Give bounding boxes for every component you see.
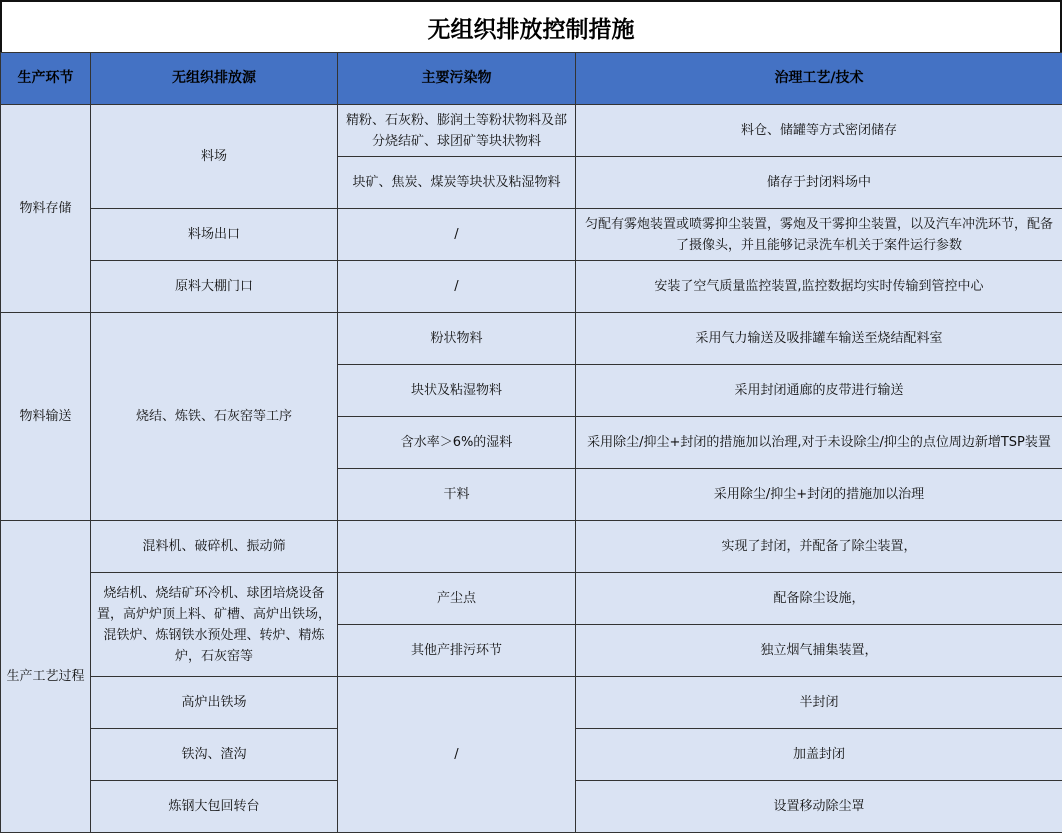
header-pollutant: 主要污染物 <box>338 53 576 105</box>
measure-cell: 采用封闭通廊的皮带进行输送 <box>576 365 1062 417</box>
header-stage: 生产环节 <box>1 53 91 105</box>
source-cell: 铁沟、渣沟 <box>91 729 338 781</box>
measure-cell: 储存于封闭料场中 <box>576 157 1062 209</box>
measure-cell: 采用除尘/抑尘+封闭的措施加以治理 <box>576 469 1062 521</box>
table-row <box>1 313 1062 365</box>
measure-cell: 配备除尘设施， <box>576 573 1062 625</box>
pollutant-cell: 块矿、焦炭、煤炭等块状及粘湿物料 <box>338 157 576 209</box>
header-source: 无组织排放源 <box>91 53 338 105</box>
pollutant-cell: 精粉、石灰粉、膨润土等粉状物料及部分烧结矿、球团矿等块状物料 <box>338 105 576 157</box>
pollutant-cell: / <box>338 677 576 833</box>
stage-cell: 物料存储 <box>1 105 91 313</box>
measure-cell: 加盖封闭 <box>576 729 1062 781</box>
header-measure: 治理工艺/技术 <box>576 53 1062 105</box>
source-cell: 料场 <box>91 105 338 209</box>
source-cell: 高炉出铁场 <box>91 677 338 729</box>
pollutant-cell: / <box>338 261 576 313</box>
table-row <box>1 261 1062 313</box>
measure-cell: 料仓、储罐等方式密闭储存 <box>576 105 1062 157</box>
measure-cell: 独立烟气捕集装置， <box>576 625 1062 677</box>
pollutant-cell: 块状及粘湿物料 <box>338 365 576 417</box>
measure-cell: 采用除尘/抑尘+封闭的措施加以治理,对于未设除尘/抑尘的点位周边新增TSP装置 <box>576 417 1062 469</box>
source-cell: 原料大棚门口 <box>91 261 338 313</box>
pollutant-cell: 产尘点 <box>338 573 576 625</box>
source-cell: 烧结、炼铁、石灰窑等工序 <box>91 313 338 521</box>
stage-cell: 生产工艺过程 <box>1 521 91 833</box>
pollutant-cell: 含水率＞6%的湿料 <box>338 417 576 469</box>
table-row <box>1 677 1062 729</box>
measure-cell: 安装了空气质量监控装置,监控数据均实时传输到管控中心 <box>576 261 1062 313</box>
table-row <box>1 521 1062 573</box>
pollutant-cell: 其他产排污环节 <box>338 625 576 677</box>
source-cell: 料场出口 <box>91 209 338 261</box>
table-row <box>1 105 1062 157</box>
source-cell: 烧结机、烧结矿环冷机、球团培烧设备置，高炉炉顶上料、矿槽、高炉出铁场，混铁炉、炼钢铁水预处理、转炉、精炼炉，石灰窑等 <box>91 573 338 677</box>
measure-cell: 设置移动除尘罩 <box>576 781 1062 833</box>
measure-cell: 实现了封闭，并配备了除尘装置， <box>576 521 1062 573</box>
pollutant-cell: / <box>338 209 576 261</box>
pollutant-cell <box>338 521 576 573</box>
table-row <box>1 573 1062 625</box>
header-row <box>1 53 1062 105</box>
measure-cell: 采用气力输送及吸排罐车输送至烧结配料室 <box>576 313 1062 365</box>
measures-table <box>0 52 1062 833</box>
table-row <box>1 209 1062 261</box>
source-cell: 混料机、破碎机、振动筛 <box>91 521 338 573</box>
pollutant-cell: 干料 <box>338 469 576 521</box>
measure-cell: 匀配有雾炮装置或喷雾抑尘装置，雾炮及干雾抑尘装置，以及汽车冲洗环节，配备了摄像头，并且能够记录洗车机关于案件运行参数 <box>576 209 1062 261</box>
pollutant-cell: 粉状物料 <box>338 313 576 365</box>
source-cell: 炼钢大包回转台 <box>91 781 338 833</box>
measure-cell: 半封闭 <box>576 677 1062 729</box>
stage-cell: 物料输送 <box>1 313 91 521</box>
sheet-title: 无组织排放控制措施 <box>0 0 1062 52</box>
